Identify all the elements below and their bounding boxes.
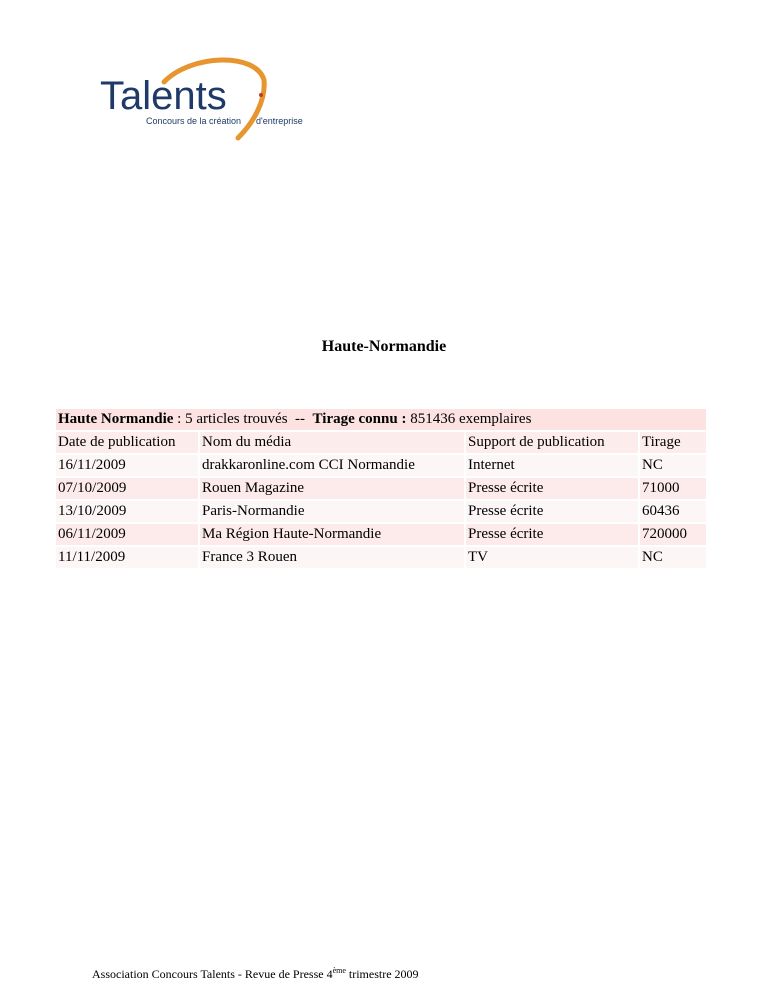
header-date: Date de publication [56, 432, 198, 453]
table-row [56, 455, 706, 476]
summary-tirage-label: Tirage connu : [312, 411, 411, 427]
cell-tirage: 720000 [640, 524, 706, 545]
cell-date: 06/11/2009 [56, 524, 198, 545]
cell-tirage: 60436 [640, 501, 706, 522]
press-table-container [56, 409, 710, 568]
cell-support: Presse écrite [466, 524, 638, 545]
logo-tagline-2: d'entreprise [256, 116, 303, 126]
header-tirage: Tirage [640, 432, 706, 453]
footer-before: Association Concours Talents - Revue de Presse 4 [92, 967, 333, 981]
footer-sup: ème [332, 966, 346, 975]
summary-tirage-value: 851436 exemplaires [410, 411, 532, 427]
table-row [56, 478, 706, 499]
cell-tirage: 71000 [640, 478, 706, 499]
header-support: Support de publication [466, 432, 638, 453]
cell-media: Paris-Normandie [200, 501, 464, 522]
cell-date: 11/11/2009 [56, 547, 198, 568]
cell-date: 16/11/2009 [56, 455, 198, 476]
cell-media: Ma Région Haute-Normandie [200, 524, 464, 545]
summary-articles: : 5 articles trouvés -- [173, 411, 313, 427]
summary-cell [56, 409, 706, 430]
cell-media: Rouen Magazine [200, 478, 464, 499]
cell-media: drakkaronline.com CCI Normandie [200, 455, 464, 476]
talents-logo [96, 56, 316, 146]
table-header-row [56, 432, 706, 453]
table-row [56, 547, 706, 568]
cell-support: Internet [466, 455, 638, 476]
cell-support: TV [466, 547, 638, 568]
cell-support: Presse écrite [466, 501, 638, 522]
table-row [56, 501, 706, 522]
cell-support: Presse écrite [466, 478, 638, 499]
page-title: Haute-Normandie [321, 338, 447, 355]
header-media: Nom du média [200, 432, 464, 453]
summary-region: Haute Normandie [58, 411, 174, 427]
cell-date: 07/10/2009 [56, 478, 198, 499]
cell-media: France 3 Rouen [200, 547, 464, 568]
logo-tagline-1: Concours de la création [146, 116, 242, 126]
footer-text [92, 966, 419, 982]
cell-tirage: NC [640, 455, 706, 476]
logo-name: Talents [100, 74, 227, 118]
logo-dot [259, 93, 263, 97]
table-row [56, 524, 706, 545]
footer-after: trimestre 2009 [345, 967, 419, 981]
summary-row [56, 409, 706, 430]
press-table [54, 407, 708, 570]
cell-date: 13/10/2009 [56, 501, 198, 522]
cell-tirage: NC [640, 547, 706, 568]
